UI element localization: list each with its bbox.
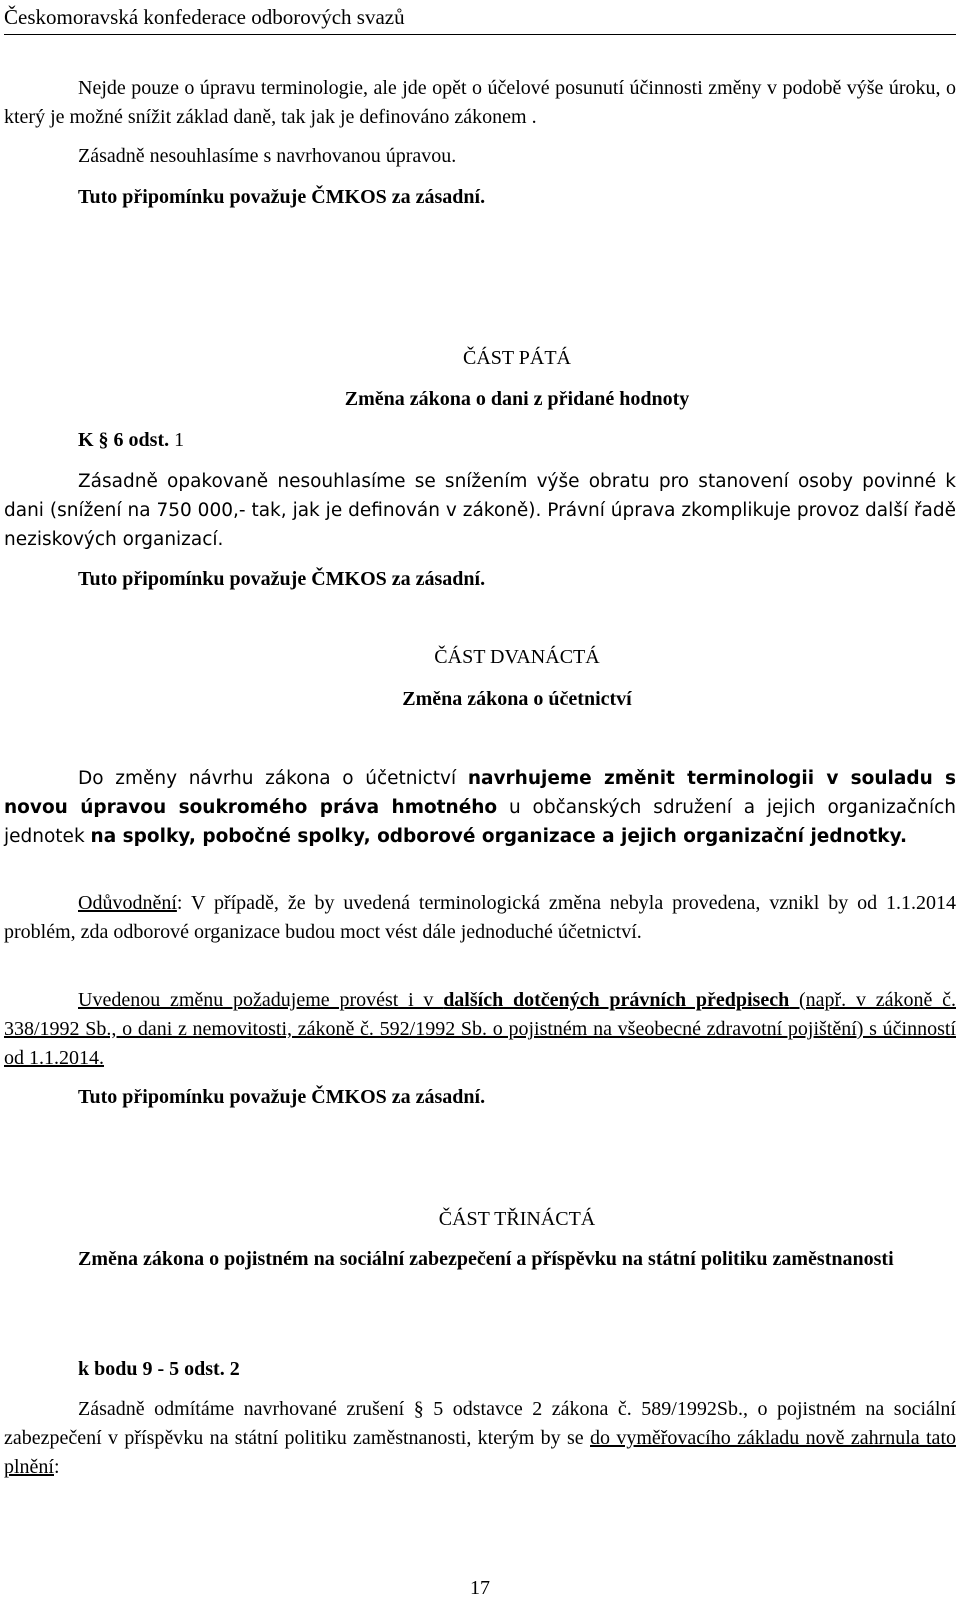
paragraph-other-regulations: [4, 986, 956, 1073]
paragraph-accounting-terminology: [4, 764, 956, 851]
insurance-text-a: Zásadně odmítáme navrhované zrušení § 5 odstavce 2 zákona č. 589/1992Sb., o pojistném na sociální zabezpečení v příspěvku na státní politiku zaměstnanosti, kterým by se: [4, 1398, 956, 1449]
principal-remark: Tuto připomínku považuje ČMKOS za zásadní.: [78, 186, 486, 208]
accounting-text-c: u občanských sdružení a jejich organizačních jednotek: [4, 797, 956, 847]
part-subheading-13: Změna zákona o pojistném na sociální zabezpečení a příspěvku na státní politiku zaměstnanosti: [78, 1248, 894, 1270]
regulations-text-c: (např. v zákoně č. 338/1992 Sb., o dani z nemovitosti, zákoně č. 592/1992 Sb. o pojistném na všeobecné zdravotní pojištění) s účinností od 1.1.2014.: [4, 989, 956, 1069]
section-reference-number: 1: [174, 429, 185, 451]
justification-label: Odůvodnění: [78, 892, 177, 914]
page-number: 17: [470, 1577, 490, 1599]
accounting-text-b: navrhujeme změnit terminologii v souladu s novou úpravou soukromého práva hmotného: [4, 768, 956, 818]
accounting-text-d: na spolky, pobočné spolky, odborové organizace a jejich organizační jednotky.: [90, 826, 907, 847]
paragraph-disagree: Zásadně nesouhlasíme s navrhovanou úpravou.: [78, 145, 457, 167]
insurance-text-b: do vyměřovacího základu nově zahrnula tato plnění: [4, 1427, 956, 1478]
vat-text-a: Zásadně opakovaně nesouhlasíme se snížením výše obratu pro stanovení osoby povinné k dani (snížení na 750 000,- tak, jak je definován v zákoně).: [4, 471, 956, 521]
principal-remark: Tuto připomínku považuje ČMKOS za zásadní.: [78, 568, 486, 590]
vat-text-b: Právní úprava zkomplikuje provoz další řadě neziskových organizací.: [4, 500, 956, 550]
accounting-text-a: Do změny návrhu zákona o účetnictví: [78, 768, 468, 789]
insurance-text-c: :: [54, 1456, 60, 1478]
paragraph-justification: [4, 889, 956, 947]
running-header: Českomoravská konfederace odborových svazů: [4, 2, 956, 35]
regulations-text-b: dalších dotčených právních předpisech: [443, 989, 790, 1011]
justification-text-b: vznikl by od 1.1.2014 problém, zda odborové organizace budou moct vést dále jednoduché účetnictví.: [4, 892, 956, 943]
section-reference: [78, 426, 956, 455]
part-subheading-12: Změna zákona o účetnictví: [402, 688, 632, 710]
principal-remark: Tuto připomínku považuje ČMKOS za zásadní.: [78, 1086, 486, 1108]
justification-text-a: : V případě, že by uvedená terminologická změna nebyla provedena,: [176, 892, 761, 914]
regulations-text-a: Uvedenou změnu požadujeme provést i v: [78, 989, 444, 1011]
point-reference: k bodu 9 - 5 odst. 2: [78, 1358, 240, 1380]
part-heading-12: ČÁST DVANÁCTÁ: [434, 646, 600, 668]
part-subheading-5: Změna zákona o dani z přidané hodnoty: [344, 388, 690, 410]
part-heading-13: ČÁST TŘINÁCTÁ: [438, 1208, 596, 1230]
part-heading-5: ČÁST PÁTÁ: [463, 347, 571, 369]
paragraph-vat-threshold: [4, 467, 956, 554]
paragraph-insurance: [4, 1395, 956, 1482]
section-reference-prefix: K § 6 odst.: [78, 429, 175, 451]
paragraph-interest-rate: Nejde pouze o úpravu terminologie, ale jde opět o účelové posunutí účinnosti změny v podobě výše úroku, o který je možné snížit základ daně, tak jak je definováno zákonem .: [4, 77, 956, 128]
